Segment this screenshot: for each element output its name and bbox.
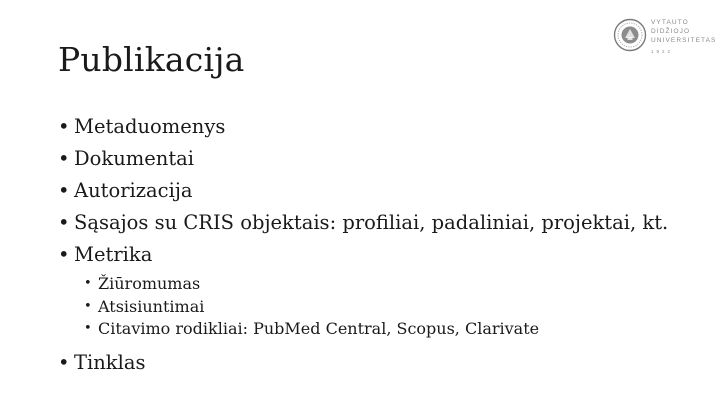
bullet-list <box>58 111 668 379</box>
sub-bullet-dot: • <box>84 321 92 336</box>
bullet-dot: • <box>58 115 70 138</box>
bullet-dot: • <box>58 179 70 202</box>
bullet-item <box>58 175 668 207</box>
bullet-item <box>58 347 668 379</box>
logo-line-2: DIDŽIOJO <box>651 28 691 35</box>
sub-bullet-group <box>58 271 668 347</box>
sub-bullet-item <box>58 296 668 319</box>
bullet-item <box>58 207 668 239</box>
university-seal-icon <box>613 18 647 52</box>
logo-line-1: VYTAUTO <box>651 19 689 26</box>
slide-title: Publikacija <box>58 40 245 79</box>
sub-bullet-text: Žiūromumas <box>98 274 201 293</box>
sub-bullet-item <box>58 318 668 341</box>
sub-bullet-dot: • <box>84 298 92 314</box>
logo-line-3: UNIVERSITETAS <box>651 37 717 44</box>
sub-bullet-item <box>58 273 668 296</box>
logo-line-4: 1922 <box>651 49 674 54</box>
bullet-text: Dokumentai <box>74 147 195 170</box>
sub-bullet-text: Citavimo rodikliai: PubMed Central, Scopus, Clarivate <box>98 319 540 338</box>
bullet-text: Tinklas <box>74 350 146 374</box>
bullet-item <box>58 111 668 143</box>
bullet-dot: • <box>58 350 70 374</box>
bullet-dot: • <box>58 211 70 234</box>
sub-bullet-list <box>58 273 668 341</box>
sub-bullet-text: Atsisiuntimai <box>98 296 205 316</box>
bullet-dot: • <box>58 243 70 266</box>
bullet-text: Sąsajos su CRIS objektais: profiliai, padaliniai, projektai, kt. <box>74 211 669 234</box>
bullet-dot: • <box>58 147 70 170</box>
bullet-text: Metaduomenys <box>74 115 226 138</box>
bullet-text: Autorizacija <box>74 179 193 202</box>
bullet-item <box>58 239 668 271</box>
bullet-item <box>58 143 668 175</box>
bullet-text: Metrika <box>74 243 153 266</box>
university-logo <box>613 18 717 64</box>
sub-bullet-dot: • <box>84 276 92 291</box>
